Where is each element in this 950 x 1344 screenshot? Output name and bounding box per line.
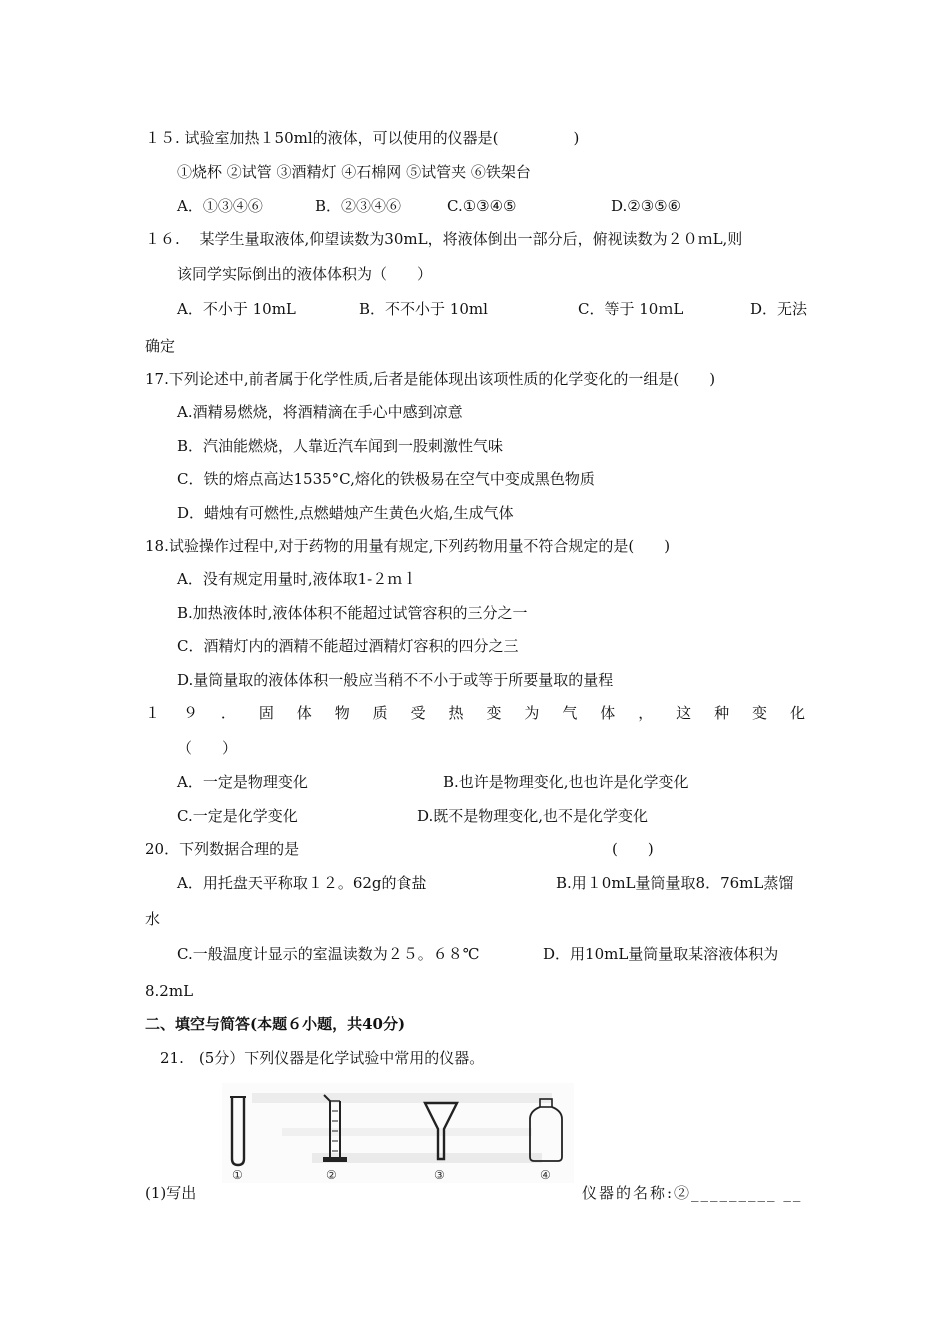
q19-option-a: A．一定是物理变化: [177, 773, 308, 791]
label-instrument-2: ②: [326, 1168, 337, 1182]
q20-option-b: B.用１0mL量筒量取8．76mL蒸馏: [556, 874, 794, 892]
q18-option-a: A．没有规定用量时,液体取1-２ｍｌ: [177, 570, 418, 588]
q17-option-a: A.酒精易燃烧，将酒精滴在手心中感到凉意: [177, 403, 463, 421]
q20-option-c: C.一般温度计显示的室温读数为２５。６８℃: [177, 945, 480, 963]
q21-stem: 21. (5分）下列仪器是化学试验中常用的仪器。: [160, 1049, 485, 1067]
q21-prompt-left: (1)写出: [145, 1184, 197, 1202]
q17-option-d: D．蜡烛有可燃性,点燃蜡烛产生黄色火焰,生成气体: [177, 504, 514, 522]
test-tube-icon: [230, 1097, 246, 1165]
q17-option-c: C．铁的熔点高达1535°C,熔化的铁极易在空气中变成黑色物质: [177, 470, 595, 488]
q18-option-d: D.量筒量取的液体体积一般应当稍不不小于或等于所要量取的量程: [177, 671, 614, 689]
q16-option-b: B．不不小于 10ml: [359, 300, 488, 318]
q16-option-c: C．等于 10ｍL: [578, 300, 684, 318]
q17-stem: 17.下列论述中,前者属于化学性质,后者是能体现出该项性质的化学变化的一组是( ): [145, 370, 716, 388]
q18-option-b: B.加热液体时,液体体积不能超过试管容积的三分之一: [177, 604, 528, 622]
q20-option-d: D．用10mL量筒量取某溶液体积为: [543, 945, 779, 963]
q15-stem: １５. 试验室加热１50ml的液体，可以使用的仪器是( ): [145, 129, 580, 147]
q19-option-c: C.一定是化学变化: [177, 807, 298, 825]
q20-option-d-wrap: 8.2mL: [145, 982, 194, 1000]
q20-answer-paren: ( ): [612, 840, 654, 858]
q18-option-c: C．酒精灯内的酒精不能超过酒精灯容积的四分之三: [177, 637, 519, 655]
q15-option-a: A．①③④⑥: [177, 197, 263, 215]
q16-option-d: D．无法: [750, 300, 808, 318]
q19-answer-paren: （ ）: [177, 739, 238, 757]
q16-stem: １６. 某学生量取液体,仰望读数为30mL，将液体倒出一部分后，俯视读数为２０ｍL,则: [145, 230, 743, 248]
q15-option-b: B．②③④⑥: [315, 197, 402, 215]
label-instrument-1: ①: [232, 1168, 243, 1182]
q18-stem: 18.试验操作过程中,对于药物的用量有规定,下列药物用量不符合规定的是( ): [145, 537, 671, 555]
q19-option-d: D.既不是物理变化,也不是化学变化: [417, 807, 649, 825]
q16-stem-continued: 该同学实际倒出的液体体积为（ ）: [177, 265, 433, 283]
label-instrument-4: ④: [540, 1168, 551, 1182]
label-instrument-3: ③: [434, 1168, 445, 1182]
q17-option-b: B．汽油能燃烧，人靠近汽车闻到一股刺激性气味: [177, 437, 504, 455]
q20-option-a: A．用托盘天平称取１２。62g的食盐: [177, 874, 427, 892]
q16-option-a: A．不小于 10mL: [177, 300, 296, 318]
q19-option-b: B.也许是物理变化,也也许是化学变化: [443, 773, 689, 791]
q16-option-d-wrap: 确定: [145, 337, 176, 355]
q15-items: ①烧杯 ②试管 ③酒精灯 ④石棉网 ⑤试管夹 ⑥铁架台: [177, 163, 531, 181]
q15-option-c: C.①③④⑤: [447, 197, 517, 215]
q15-option-d: D.②③⑤⑥: [611, 197, 682, 215]
q19-stem: １ ９ ． 固 体 物 质 受 热 变 为 气 体 ， 这 种 变 化: [145, 704, 805, 722]
q20-option-b-wrap: 水: [145, 910, 161, 928]
bottle-icon: [530, 1099, 562, 1161]
lab-instruments-figure: [222, 1083, 574, 1183]
q20-stem: 20．下列数据合理的是: [145, 840, 300, 858]
section-heading: 二、填空与简答(本题６小题，共40分): [145, 1015, 406, 1033]
q21-prompt-right: 仪器的名称:②_________ __: [582, 1184, 803, 1202]
